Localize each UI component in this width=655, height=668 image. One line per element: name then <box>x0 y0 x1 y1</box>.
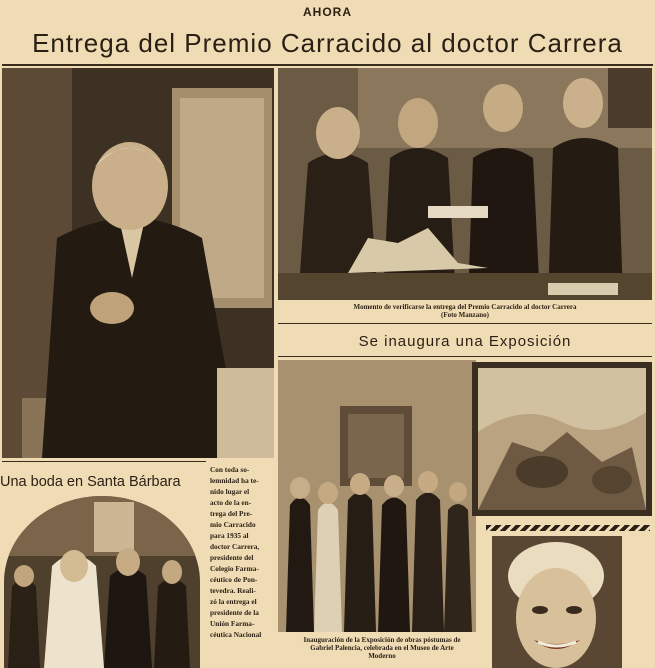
column-line: acto de la en- <box>210 498 252 507</box>
column-line: mio Carracido <box>210 520 256 529</box>
ceremony-caption-line1: Momento de verificarse la entrega del Premio Carracido al doctor Carrera <box>353 303 577 311</box>
exhibition-caption-line2: Gabriel Palencia, celebrada en el Museo de Arte <box>310 644 454 652</box>
ceremony-photo <box>278 68 652 300</box>
wedding-photo <box>4 496 200 668</box>
column-line: Con toda so- <box>210 465 250 474</box>
column-line: trega del Pre- <box>210 509 253 518</box>
page-headline: Entrega del Premio Carracido al doctor Carrera <box>32 28 623 58</box>
column-line: presidente del <box>210 553 254 562</box>
article-column <box>210 464 274 640</box>
exhibition-caption-line1: Inauguración de la Exposición de obras póstumas de <box>303 636 461 644</box>
ceremony-caption <box>278 303 652 319</box>
decorative-border <box>486 525 650 531</box>
column-line: zó la entrega el <box>210 597 257 606</box>
boda-subhead: Una boda en Santa Bárbara <box>0 474 181 490</box>
column-line: doctor Carrera, <box>210 542 260 551</box>
column-line: tevedra. Reali- <box>210 586 256 595</box>
boda-rule <box>2 461 206 462</box>
column-line: céutica Nacional <box>210 630 262 639</box>
masthead: AHORA <box>303 5 352 19</box>
exhibition-caption-line3: Moderno <box>368 652 396 660</box>
exposicion-subhead: Se inaugura una Exposición <box>358 333 572 350</box>
headline-rule <box>2 64 653 66</box>
exhibition-photo <box>278 360 476 632</box>
column-line: para 1935 al <box>210 531 249 540</box>
portrait-photo <box>2 68 274 458</box>
column-line: Unión Farma- <box>210 619 255 628</box>
actress-photo <box>492 536 622 668</box>
column-line: céutico de Pon- <box>210 575 258 584</box>
exhibition-caption <box>278 636 486 660</box>
column-line: nido lugar el <box>210 487 250 496</box>
section-rule <box>278 323 652 324</box>
column-line: Colegio Farma- <box>210 564 259 573</box>
ceremony-caption-line2: (Foto Manzano) <box>440 311 490 319</box>
subhead-rule <box>278 356 652 357</box>
column-line: presidente de la <box>210 608 259 617</box>
column-line: lemnidad ha te- <box>210 476 259 485</box>
painting-photo <box>472 362 652 516</box>
